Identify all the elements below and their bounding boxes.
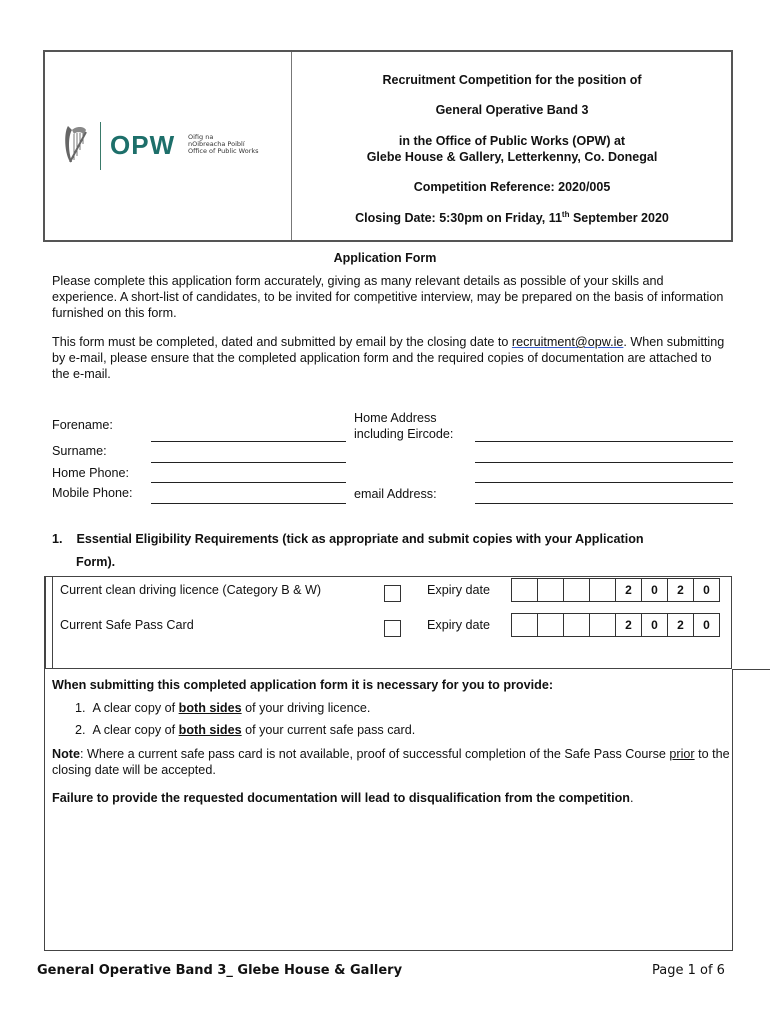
opw-logo	[62, 118, 272, 178]
header-divider	[291, 52, 292, 240]
harp-icon	[62, 122, 90, 166]
home-phone-field[interactable]	[151, 482, 346, 483]
footer-title: General Operative Band 3_ Glebe House & Gallery	[37, 963, 403, 978]
section-number: 1.	[52, 532, 63, 546]
closing-date-text: Closing Date: 5:30pm on Friday, 11	[355, 211, 562, 226]
mobile-phone-field[interactable]	[151, 503, 346, 504]
failure-warning	[52, 791, 633, 805]
closing-date-text: September 2020	[569, 211, 669, 226]
requirement-item	[75, 723, 415, 737]
form-title: Application Form	[333, 251, 437, 265]
item-text: A clear copy of	[92, 723, 179, 737]
note-paragraph	[52, 746, 732, 778]
year-digit: 0	[641, 578, 668, 602]
note-text: : Where a current safe pass card is not available, proof of successful completion of the Safe Pass Course	[80, 747, 670, 761]
year-digit: 0	[641, 613, 668, 637]
logo-subtitle-line: nOibreacha Poiblí	[188, 140, 245, 148]
driving-licence-expiry-field[interactable]	[511, 578, 720, 602]
note-emphasis: prior	[669, 747, 695, 761]
header-reference: Competition Reference: 2020/005	[413, 180, 611, 194]
surname-label: Surname:	[52, 444, 107, 458]
email-address-field[interactable]	[475, 503, 733, 504]
item-text: of your driving licence.	[241, 701, 371, 715]
expiry-date-label: Expiry date	[427, 583, 490, 597]
logo-brand: OPW	[110, 130, 176, 160]
year-digit: 2	[667, 613, 694, 637]
paragraph-text: This form must be completed, dated and submitted by email by the closing date to	[52, 335, 512, 349]
year-digit: 0	[693, 613, 720, 637]
section-title-continued: Form).	[76, 555, 116, 569]
item-text: of your current safe pass card.	[241, 723, 416, 737]
driving-licence-label: Current clean driving licence (Category B & W)	[60, 583, 322, 597]
logo-subtitle-line: Oifig na	[188, 133, 214, 141]
safe-pass-checkbox[interactable]	[384, 620, 401, 637]
email-address-label: email Address:	[354, 487, 437, 501]
date-cell[interactable]	[563, 578, 590, 602]
table-border	[52, 576, 53, 669]
warning-text: Failure to provide the requested documentation will lead to disqualification from the competition	[52, 791, 630, 805]
header-line: in the Office of Public Works (OPW) at	[398, 134, 626, 148]
safe-pass-expiry-field[interactable]	[511, 613, 720, 637]
expiry-date-label: Expiry date	[427, 618, 490, 632]
item-text: A clear copy of	[92, 701, 179, 715]
home-address-field-line3[interactable]	[475, 482, 733, 483]
header-location: Glebe House & Gallery, Letterkenny, Co. Donegal	[366, 150, 658, 164]
closing-date-suffix: th	[561, 210, 570, 219]
requirement-item	[75, 701, 370, 715]
logo-subtitle	[188, 134, 259, 155]
item-number: 2.	[75, 723, 86, 737]
header-closing-date	[293, 210, 731, 225]
page-number: Page 1 of 6	[652, 963, 725, 978]
header-line: Recruitment Competition for the position of	[382, 73, 642, 87]
note-label: Note	[52, 747, 80, 761]
intro-paragraph: Please complete this application form accurately, giving as many relevant details as possible of your skills and experience. A short-list of candidates, to be invited for competitive interview, may be prepared on the basis of information furnished on this form.	[52, 274, 724, 320]
driving-licence-checkbox[interactable]	[384, 585, 401, 602]
year-digit: 2	[615, 578, 642, 602]
header-position: General Operative Band 3	[435, 103, 589, 117]
item-number: 1.	[75, 701, 86, 715]
section-title: Essential Eligibility Requirements (tick as appropriate and submit copies with your Application	[76, 532, 644, 546]
date-cell[interactable]	[589, 578, 616, 602]
forename-field[interactable]	[151, 441, 346, 442]
date-cell[interactable]	[511, 613, 538, 637]
logo-divider	[100, 122, 101, 170]
mobile-phone-label: Mobile Phone:	[52, 486, 133, 500]
home-phone-label: Home Phone:	[52, 466, 130, 480]
forename-label: Forename:	[52, 418, 113, 432]
year-digit: 2	[667, 578, 694, 602]
section-heading	[52, 528, 732, 550]
home-address-label: Home Address	[354, 411, 437, 425]
date-cell[interactable]	[563, 613, 590, 637]
safe-pass-label: Current Safe Pass Card	[60, 618, 194, 632]
date-cell[interactable]	[537, 578, 564, 602]
year-digit: 0	[693, 578, 720, 602]
home-address-label-eircode: including Eircode:	[354, 427, 454, 441]
date-cell[interactable]	[537, 613, 564, 637]
home-address-field-line2[interactable]	[475, 462, 733, 463]
surname-field[interactable]	[151, 462, 346, 463]
date-cell[interactable]	[589, 613, 616, 637]
requirements-heading: When submitting this completed application form it is necessary for you to provide:	[52, 678, 554, 692]
date-cell[interactable]	[511, 578, 538, 602]
year-digit: 2	[615, 613, 642, 637]
home-address-field[interactable]	[475, 441, 733, 442]
item-emphasis: both sides	[178, 723, 242, 737]
table-border	[732, 669, 770, 670]
paragraph-text: . When submitting by e-mail, please ensure that the completed application form and the required copies of documentation are attached to the e-mail.	[52, 335, 725, 381]
email-link[interactable]: recruitment@opw.ie	[511, 335, 624, 349]
item-emphasis: both sides	[178, 701, 242, 715]
logo-subtitle-line: Office of Public Works	[188, 147, 259, 155]
warning-text: .	[629, 791, 634, 805]
note-text: to the closing date will be accepted.	[52, 747, 730, 777]
submission-paragraph	[52, 334, 732, 382]
